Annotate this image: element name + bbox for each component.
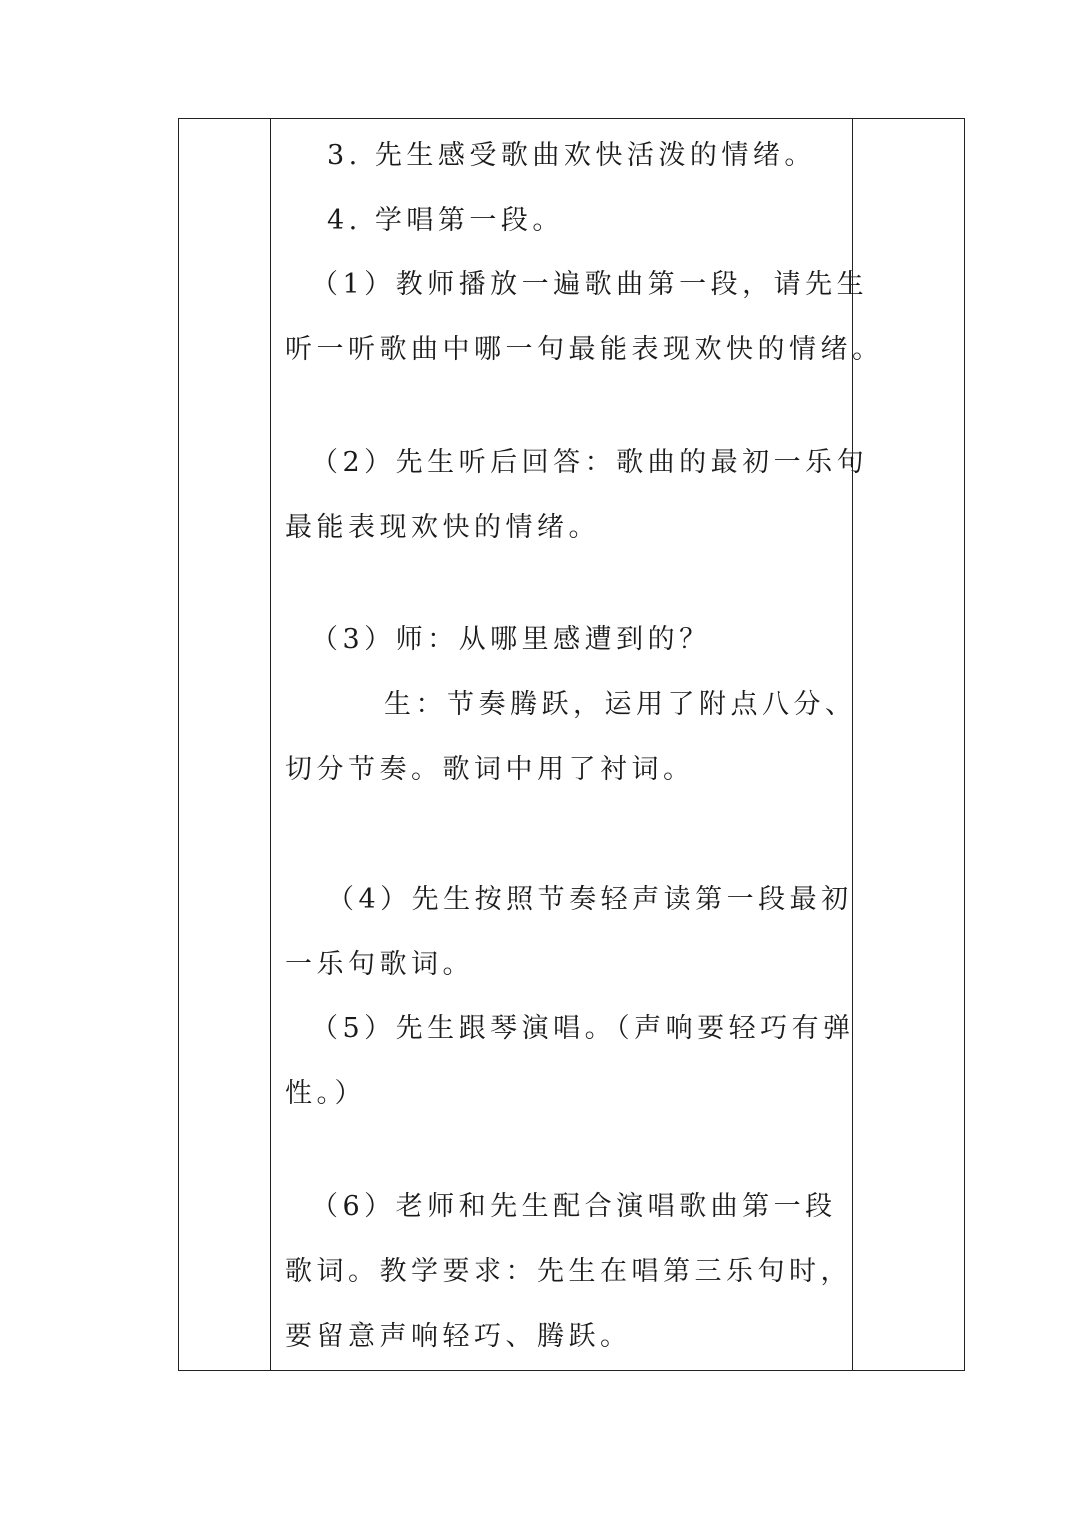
- substep-4-text: （4）先生按照节奏轻声读第一段最初: [327, 884, 853, 915]
- substep-2-text-cont: 最能表现欢快的情绪。: [285, 512, 600, 543]
- step-3-text: 3. 先生感受歌曲欢快活泼的情绪。: [327, 140, 816, 171]
- substep-1-text: （1）教师播放一遍歌曲第一段，请先生: [311, 269, 869, 300]
- step-4-heading: 4. 学唱第一段。: [327, 205, 564, 236]
- substep-6-text-end: 要留意声响轻巧、腾跃。: [285, 1321, 632, 1352]
- substep-3-answer-cont: 切分节奏。歌词中用了衬词。: [285, 754, 695, 785]
- lesson-content-cell: [271, 118, 884, 1371]
- substep-6-text-cont: 歌词。教学要求：先生在唱第三乐句时，: [285, 1256, 852, 1287]
- substep-2-text: （2）先生听后回答：歌曲的最初一乐句: [311, 447, 869, 478]
- substep-3-answer: 生：节奏腾跃，运用了附点八分、: [384, 689, 857, 720]
- substep-4-text-cont: 一乐句歌词。: [285, 949, 474, 980]
- substep-3-question: （3）师：从哪里感遭到的？: [311, 624, 711, 655]
- substep-1-text-cont: 听一听歌曲中哪一句最能表现欢快的情绪。: [285, 334, 884, 365]
- substep-5-text: （5）先生跟琴演唱。（声响要轻巧有弹: [311, 1013, 855, 1044]
- substep-6-text: （6）老师和先生配合演唱歌曲第一段: [311, 1191, 837, 1222]
- substep-5-text-cont: 性。）: [285, 1078, 366, 1109]
